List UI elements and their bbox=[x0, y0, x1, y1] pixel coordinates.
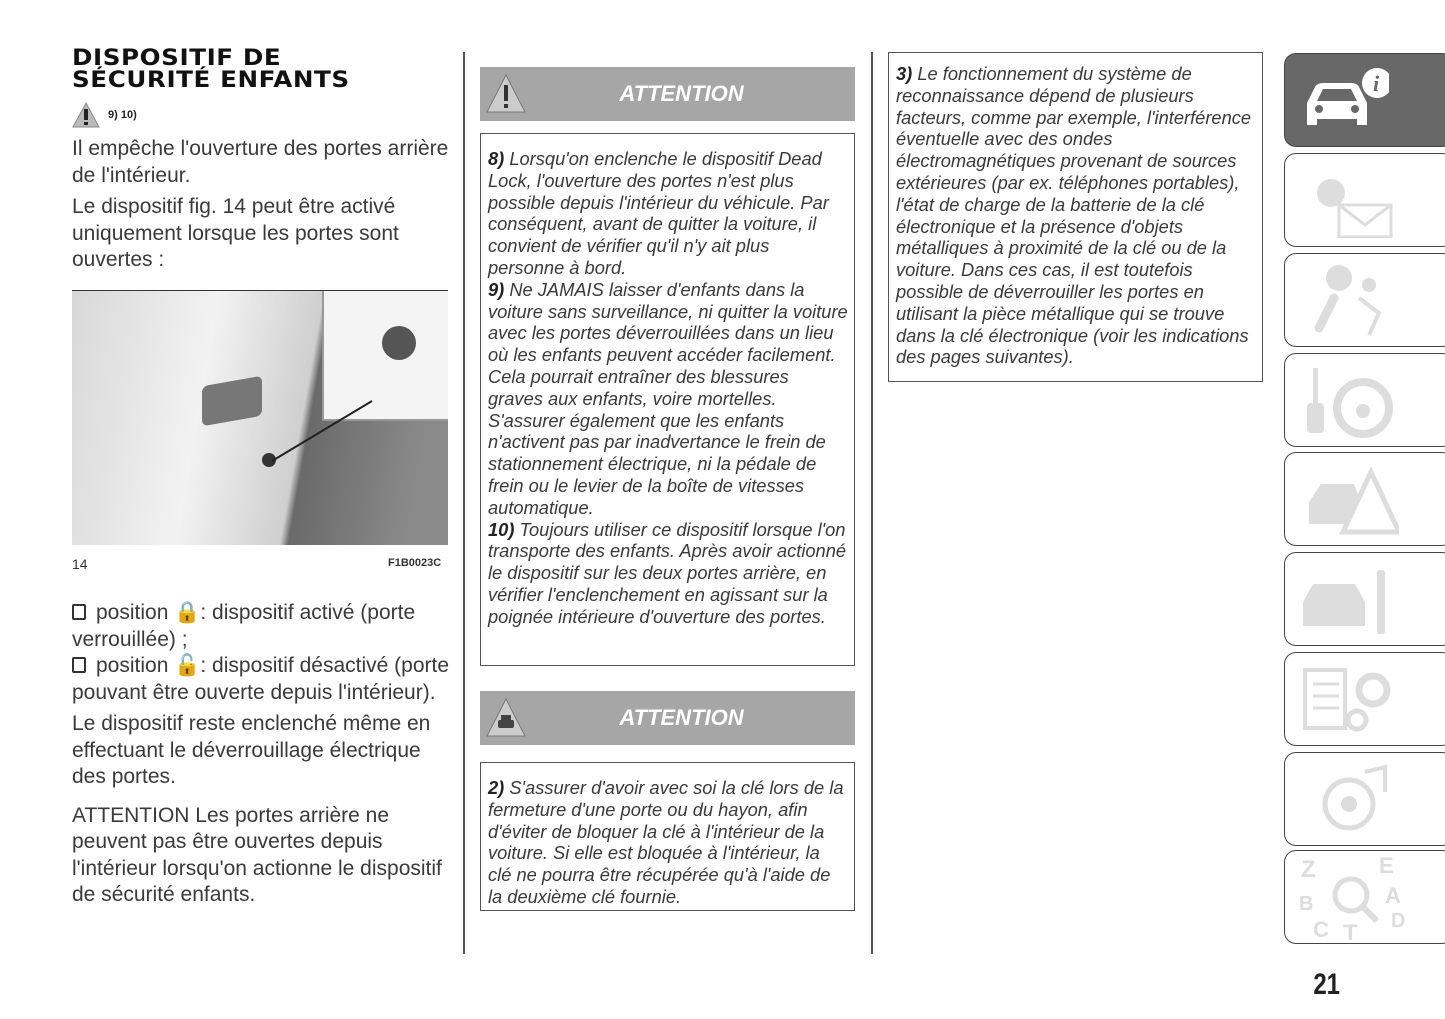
checkbox-bullet-icon bbox=[72, 604, 86, 620]
section-title: DISPOSITIF DE SÉCURITÉ ENFANTS bbox=[72, 46, 350, 93]
checkbox-bullet-icon bbox=[72, 657, 86, 673]
left-column-lower bbox=[72, 600, 450, 914]
column-divider bbox=[463, 52, 465, 954]
svg-text:Z: Z bbox=[1301, 855, 1316, 883]
lock-open-icon: 🔓 bbox=[174, 654, 201, 677]
list-item: position 🔒: dispositif activé (porte verrouillée) ; bbox=[72, 601, 416, 651]
left-column bbox=[72, 136, 450, 279]
attention-header: ATTENTION bbox=[480, 67, 855, 121]
tab-emergency[interactable] bbox=[1284, 452, 1445, 546]
tab-vehicle-info[interactable] bbox=[1284, 53, 1445, 147]
airbag-seat-icon bbox=[1299, 263, 1399, 338]
technical-data-icon bbox=[1299, 662, 1399, 737]
svg-text:A: A bbox=[1385, 882, 1401, 908]
tab-safety[interactable] bbox=[1284, 253, 1445, 347]
emergency-icon bbox=[1299, 462, 1399, 537]
tab-technical-data[interactable] bbox=[1284, 652, 1445, 746]
tab-starting-driving[interactable] bbox=[1284, 353, 1445, 447]
column-divider bbox=[871, 52, 873, 954]
svg-text:T: T bbox=[1343, 919, 1358, 940]
car-warning-triangle-icon bbox=[484, 696, 528, 740]
svg-text:i: i bbox=[1373, 71, 1380, 96]
page-number: 21 bbox=[1313, 968, 1341, 1001]
paragraph: Le dispositif reste enclenché même en effectuant le déverrouillage électrique des portes. bbox=[72, 712, 431, 788]
figure-number: 14 bbox=[72, 556, 88, 572]
warning-triangle-icon bbox=[72, 102, 100, 128]
attention-header: ATTENTION bbox=[480, 691, 855, 745]
lock-closed-icon: 🔒 bbox=[174, 601, 201, 624]
multimedia-icon bbox=[1299, 762, 1399, 837]
key-steering-wheel-icon bbox=[1299, 363, 1399, 438]
note-box-recognition: 3) Le fonctionnement du système de reconnaissance dépend de plusieurs facteurs, comme par exemple, l'interférence éventuelle avec des ondes électromagnétiques provenant de sources extérieures (par ex. téléphones portables), l'état de charge de la batterie de la clé électronique et la présence d'objets métalliques à proximité de la clé ou de la voiture. Dans ces cas, il est toutefois possible de déverrouiller les portes en utilisant la pièce métallique qui se trouve dans la clé électronique (voir les indications des pages suivantes). bbox=[888, 52, 1263, 382]
list-item: position 🔓: dispositif désactivé (porte pouvant être ouverte depuis l'intérieur). bbox=[72, 654, 450, 704]
attention-box-safety: 8) Lorsqu'on enclenche le dispositif Dead Lock, l'ouverture des portes n'est plus possible depuis l'intérieur du véhicule. Par conséquent, avant de quitter la voiture, il convient de vérifier qu'il n'y ait plus personne à bord. 9) Ne JAMAIS laisser d'enfants dans la voiture sans surveillance, ni quitter la voiture avec les portes déverrouillées dans un lieu où les enfants peuvent accéder facilement. Cela pourrait entraîner des blessures graves aux enfants, voire mortelles. S'assurer également que les enfants n'activent pas par inadvertance le frein de stationnement électrique, ni la pédale de frein ou le levier de la boîte de vitesses automatique. 10) Toujours utiliser ce dispositif lorsque l'on transporte des enfants. Après avoir actionné le dispositif sur les deux portes arrière, en vérifier l'enclenchement en agissant sur la poignée intérieure d'ouverture des portes. bbox=[480, 133, 855, 666]
warning-triangle-icon bbox=[484, 72, 528, 116]
figure-door-child-lock bbox=[72, 290, 448, 545]
tab-multimedia[interactable] bbox=[1284, 752, 1445, 846]
svg-text:E: E bbox=[1379, 854, 1394, 878]
svg-text:D: D bbox=[1391, 909, 1406, 932]
tab-maintenance[interactable] bbox=[1284, 552, 1445, 646]
svg-text:B: B bbox=[1299, 892, 1314, 915]
tab-index[interactable] bbox=[1284, 850, 1445, 944]
tab-dashboard-lights[interactable] bbox=[1284, 153, 1445, 247]
svg-text:C: C bbox=[1313, 916, 1329, 940]
index-icon bbox=[1299, 855, 1409, 940]
car-info-icon bbox=[1299, 65, 1389, 135]
car-maintenance-icon bbox=[1299, 562, 1399, 637]
figure-code: F1B0023C bbox=[388, 557, 442, 569]
attention-box-key: 2) S'assurer d'avoir avec soi la clé lors de la fermeture d'une porte ou du hayon, afin d'éviter de bloquer la clé à l'intérieur de la voiture. Si elle est bloquée à l'intérieur, la clé ne pourra être récupérée qu'à l'aide de la deuxième clé fournie. bbox=[480, 762, 855, 911]
paragraph: ATTENTION Les portes arrière ne peuvent pas être ouvertes depuis l'intérieur lorsqu'on actionne le dispositif de sécurité enfants. bbox=[72, 803, 442, 906]
paragraph: Le dispositif fig. 14 peut être activé uniquement lorsque les portes sont ouvertes : bbox=[72, 195, 399, 271]
warning-light-message-icon bbox=[1299, 163, 1399, 238]
warning-references: 9) 10) bbox=[72, 102, 137, 128]
paragraph: Il empêche l'ouverture des portes arrière de l'intérieur. bbox=[72, 137, 449, 187]
